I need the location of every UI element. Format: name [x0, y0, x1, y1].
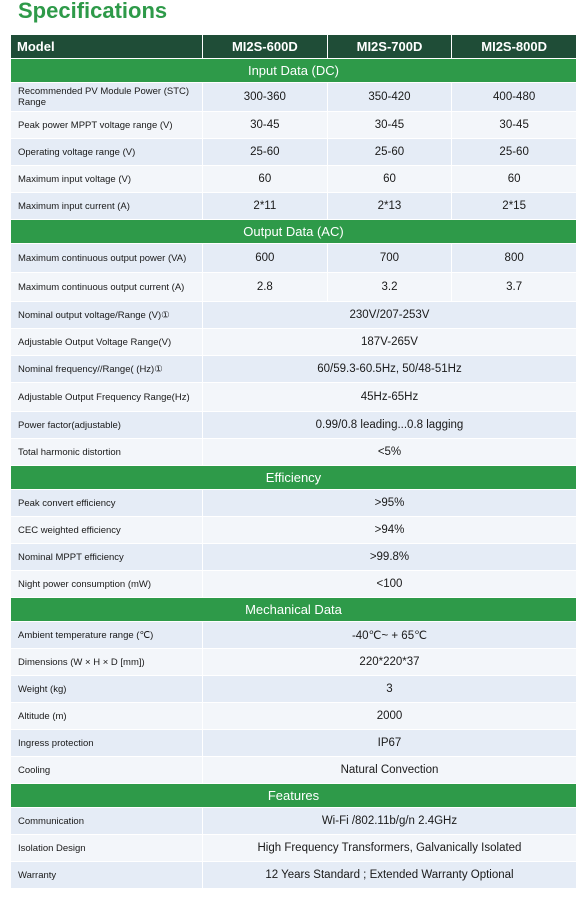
spec-label: Nominal MPPT efficiency	[11, 544, 203, 571]
spec-value-700d: 60	[327, 166, 452, 193]
section-header	[11, 59, 577, 83]
spec-label: Communication	[11, 808, 203, 835]
spec-row	[11, 193, 577, 220]
spec-row	[11, 622, 577, 649]
spec-value-shared: -40℃~ + 65℃	[203, 622, 577, 649]
spec-label: Nominal output voltage/Range (V)①	[11, 302, 203, 329]
spec-value-700d: 700	[327, 244, 452, 273]
section-title: Mechanical Data	[11, 598, 577, 622]
spec-label: Dimensions (W × H × D [mm])	[11, 649, 203, 676]
spec-value-shared: <5%	[203, 439, 577, 466]
spec-value-shared: 12 Years Standard ; Extended Warranty Optional	[203, 862, 577, 889]
spec-label: Peak convert efficiency	[11, 490, 203, 517]
spec-value-600d: 25-60	[203, 139, 328, 166]
spec-value-shared: IP67	[203, 730, 577, 757]
spec-label: Night power consumption (mW)	[11, 571, 203, 598]
spec-label: Cooling	[11, 757, 203, 784]
spec-value-shared: <100	[203, 571, 577, 598]
spec-value-700d: 3.2	[327, 273, 452, 302]
spec-value-shared: 3	[203, 676, 577, 703]
spec-label: Recommended PV Module Power (STC) Range	[11, 83, 203, 112]
spec-value-700d: 25-60	[327, 139, 452, 166]
spec-value-shared: 2000	[203, 703, 577, 730]
spec-value-shared: 60/59.3-60.5Hz, 50/48-51Hz	[203, 356, 577, 383]
model-header-label: Model	[11, 35, 203, 59]
spec-value-600d: 2.8	[203, 273, 328, 302]
spec-label: Adjustable Output Frequency Range(Hz)	[11, 383, 203, 412]
spec-value-800d: 800	[452, 244, 577, 273]
section-header	[11, 598, 577, 622]
spec-value-600d: 2*11	[203, 193, 328, 220]
spec-value-800d: 30-45	[452, 112, 577, 139]
spec-label: Maximum input voltage (V)	[11, 166, 203, 193]
spec-value-600d: 300-360	[203, 83, 328, 112]
model-name-800d: MI2S-800D	[452, 35, 577, 59]
specifications-table	[10, 34, 577, 889]
section-header	[11, 784, 577, 808]
spec-value-600d: 60	[203, 166, 328, 193]
spec-label: Ambient temperature range (℃)	[11, 622, 203, 649]
spec-value-800d: 2*15	[452, 193, 577, 220]
spec-value-shared: 187V-265V	[203, 329, 577, 356]
spec-value-800d: 60	[452, 166, 577, 193]
spec-value-800d: 400-480	[452, 83, 577, 112]
spec-label: Power factor(adjustable)	[11, 412, 203, 439]
spec-row	[11, 412, 577, 439]
spec-value-800d: 3.7	[452, 273, 577, 302]
spec-row	[11, 808, 577, 835]
spec-row	[11, 244, 577, 273]
spec-row	[11, 835, 577, 862]
spec-value-700d: 2*13	[327, 193, 452, 220]
spec-row	[11, 166, 577, 193]
spec-label: Nominal frequency//Range( (Hz)①	[11, 356, 203, 383]
spec-label: Isolation Design	[11, 835, 203, 862]
spec-row	[11, 383, 577, 412]
spec-value-600d: 30-45	[203, 112, 328, 139]
spec-row	[11, 439, 577, 466]
spec-row	[11, 356, 577, 383]
spec-row	[11, 83, 577, 112]
spec-value-700d: 350-420	[327, 83, 452, 112]
page-title: Specifications	[18, 0, 168, 23]
spec-row	[11, 544, 577, 571]
spec-row	[11, 757, 577, 784]
spec-row	[11, 649, 577, 676]
section-title: Output Data (AC)	[11, 220, 577, 244]
spec-row	[11, 571, 577, 598]
spec-label: Operating voltage range (V)	[11, 139, 203, 166]
spec-value-shared: 0.99/0.8 leading...0.8 lagging	[203, 412, 577, 439]
spec-label: Maximum continuous output current (A)	[11, 273, 203, 302]
spec-label: Altitude (m)	[11, 703, 203, 730]
spec-value-shared: Natural Convection	[203, 757, 577, 784]
spec-row	[11, 112, 577, 139]
model-name-700d: MI2S-700D	[327, 35, 452, 59]
spec-row	[11, 273, 577, 302]
spec-label: Peak power MPPT voltage range (V)	[11, 112, 203, 139]
spec-label: CEC weighted efficiency	[11, 517, 203, 544]
spec-row	[11, 730, 577, 757]
spec-value-shared: >95%	[203, 490, 577, 517]
spec-value-shared: >94%	[203, 517, 577, 544]
spec-row	[11, 302, 577, 329]
spec-value-shared: 220*220*37	[203, 649, 577, 676]
spec-value-shared: >99.8%	[203, 544, 577, 571]
section-title: Features	[11, 784, 577, 808]
spec-row	[11, 490, 577, 517]
spec-row	[11, 862, 577, 889]
specifications-body	[11, 59, 577, 889]
spec-label: Total harmonic distortion	[11, 439, 203, 466]
spec-value-shared: High Frequency Transformers, Galvanically Isolated	[203, 835, 577, 862]
spec-label: Warranty	[11, 862, 203, 889]
spec-row	[11, 329, 577, 356]
spec-value-shared: Wi-Fi /802.11b/g/n 2.4GHz	[203, 808, 577, 835]
spec-row	[11, 703, 577, 730]
section-title: Efficiency	[11, 466, 577, 490]
spec-row	[11, 139, 577, 166]
section-title: Input Data (DC)	[11, 59, 577, 83]
spec-value-shared: 230V/207-253V	[203, 302, 577, 329]
spec-value-shared: 45Hz-65Hz	[203, 383, 577, 412]
spec-label: Maximum continuous output power (VA)	[11, 244, 203, 273]
model-header-row	[11, 35, 577, 59]
spec-label: Weight (kg)	[11, 676, 203, 703]
spec-value-600d: 600	[203, 244, 328, 273]
section-header	[11, 466, 577, 490]
section-header	[11, 220, 577, 244]
model-name-600d: MI2S-600D	[203, 35, 328, 59]
spec-value-800d: 25-60	[452, 139, 577, 166]
spec-label: Ingress protection	[11, 730, 203, 757]
spec-label: Adjustable Output Voltage Range(V)	[11, 329, 203, 356]
spec-row	[11, 517, 577, 544]
spec-label: Maximum input current (A)	[11, 193, 203, 220]
spec-row	[11, 676, 577, 703]
spec-value-700d: 30-45	[327, 112, 452, 139]
